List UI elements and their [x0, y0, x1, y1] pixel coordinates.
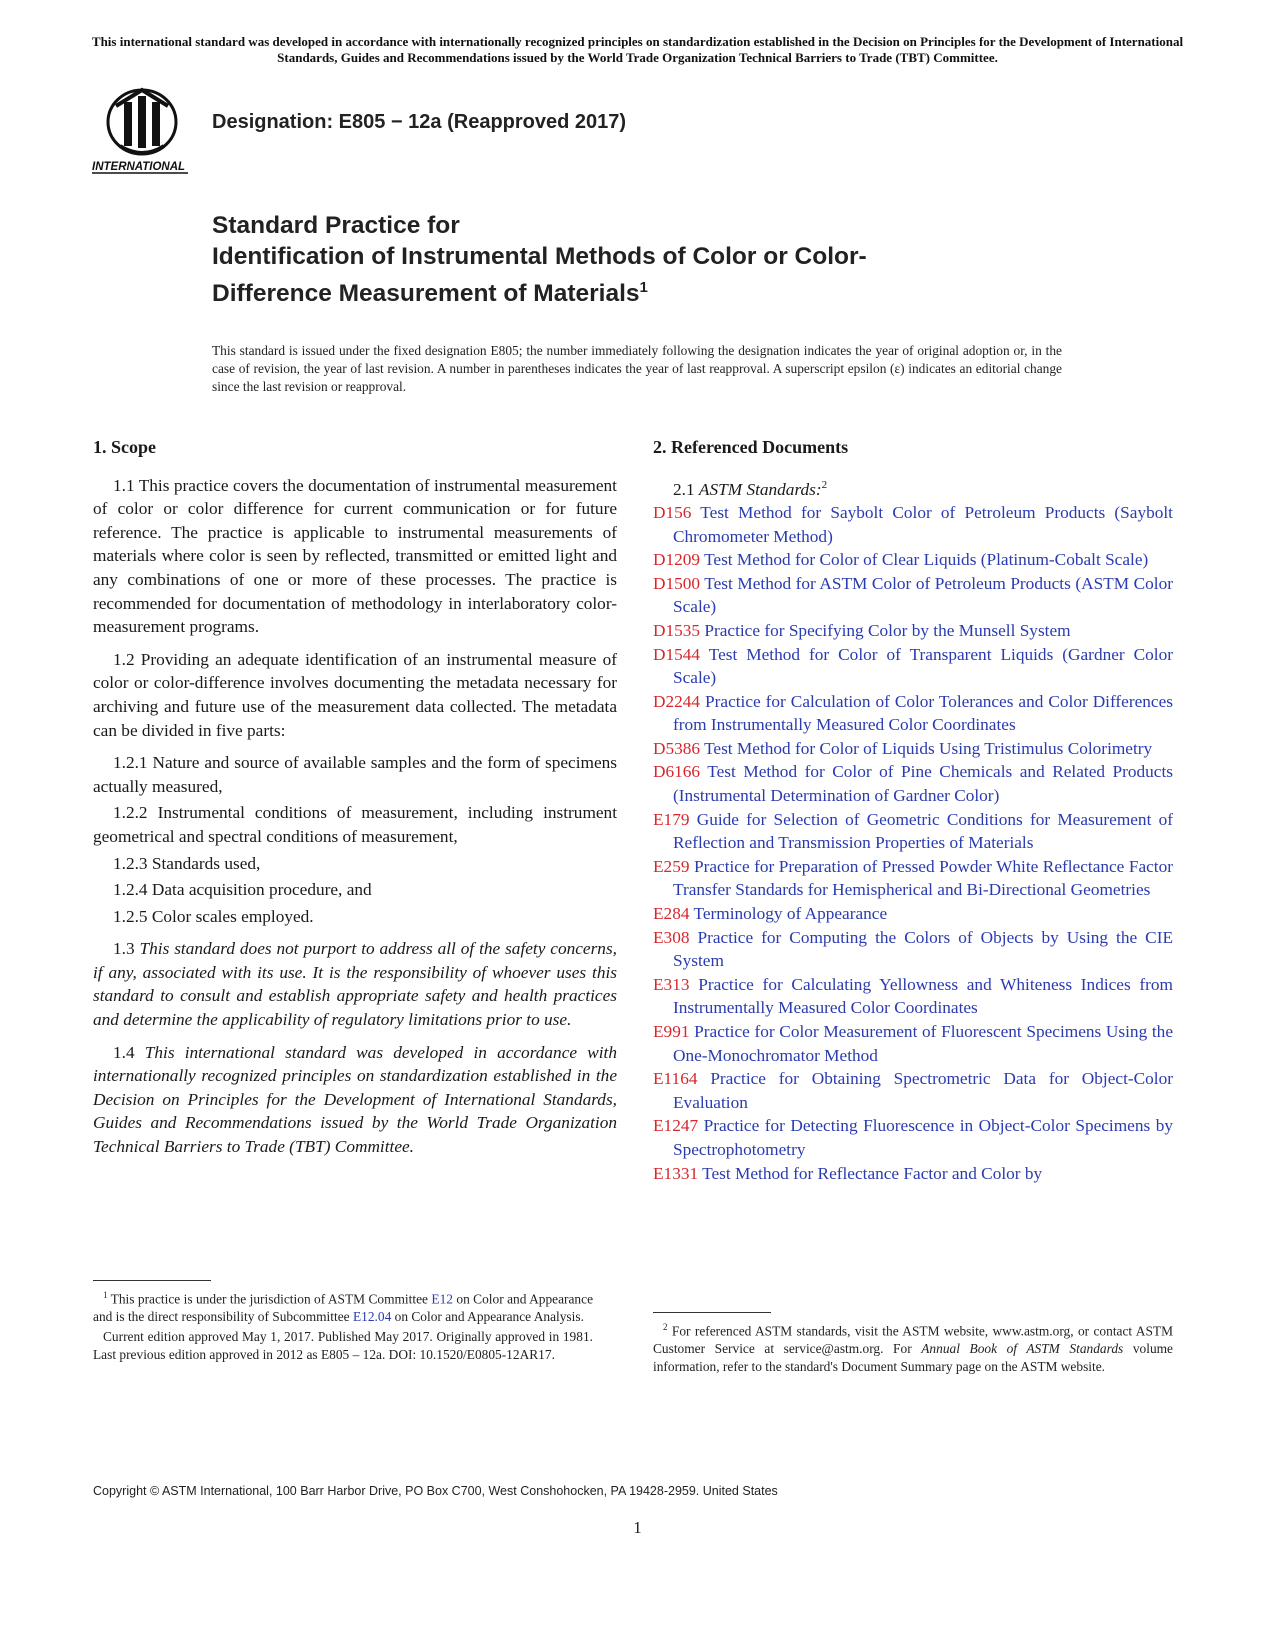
reference-title-link[interactable]: Practice for Detecting Fluorescence in Object-Color Specimens by Spectrophotometry	[673, 1116, 1173, 1159]
astm-standards-intro: 2.1 ASTM Standards:$^2$	[673, 478, 828, 499]
footnote-2: $^2$ For referenced ASTM standards, visit the ASTM website, www.astm.org, or contact ASTM Customer Service at service@astm.org. For Annual Book of ASTM Standards volume information, refer to the standard's Document Summary page on the ASTM website.	[653, 1322, 1173, 1375]
wto-notice: This international standard was developed in accordance with internationally recognized principles on standardization established in the Decision on Principles for the Development of International Standards, Guides and Recommendations issued by the World Trade Organization Technical Barriers to Trade (TBT) Committee.	[91, 34, 1184, 65]
para-1-2: 1.2 Providing an adequate identification of an instrumental measure of color or color-difference involves documenting the metadata necessary for archiving and future use of the measurement data collected. The metadata can be divided in five parts:	[93, 649, 617, 740]
reference-code-link[interactable]: E259	[653, 856, 690, 876]
reference-code-link[interactable]: D156	[653, 502, 692, 522]
left-column	[93, 436, 617, 1168]
para-1-2-5: 1.2.5 Color scales employed.	[113, 906, 314, 926]
reference-item	[653, 572, 1173, 619]
reference-code-link[interactable]: D6166	[653, 762, 701, 782]
reference-title-link[interactable]: Practice for Specifying Color by the Munsell System	[704, 620, 1071, 640]
reference-item	[653, 643, 1173, 690]
reference-code-link[interactable]: D5386	[653, 738, 701, 758]
reference-item	[653, 690, 1173, 737]
reference-code-link[interactable]: E308	[653, 927, 690, 947]
reference-item	[653, 926, 1173, 973]
para-1-2-2: 1.2.2 Instrumental conditions of measurement, including instrument geometrical and spectral conditions of measurement,	[93, 803, 617, 846]
reference-title-link[interactable]: Guide for Selection of Geometric Conditions for Measurement of Reflection and Transmission Properties of Materials	[673, 809, 1173, 853]
footnote-1-edition: Current edition approved May 1, 2017. Published May 2017. Originally approved in 1981. Last previous edition approved in 2012 as E805 – 12a. DOI: 10.1520/E0805-12AR17.	[93, 1329, 593, 1363]
para-1-3: 1.3 This standard does not purport to address all of the safety concerns, if any, associated with its use. It is the responsibility of whoever uses this standard to consult and establish appropriate safety and health practices and determine the applicability of regulatory limitations prior to use.	[93, 939, 617, 1030]
designation: Designation: E805 − 12a (Reapproved 2017)	[212, 111, 627, 133]
reference-code-link[interactable]: D2244	[653, 691, 701, 711]
para-1-2-1: 1.2.1 Nature and source of available samples and the form of specimens actually measured,	[93, 753, 617, 796]
scope-heading: 1. Scope	[93, 437, 156, 457]
reference-title-link[interactable]: Practice for Computing the Colors of Objects by Using the CIE System	[673, 927, 1173, 971]
title-line-1: Standard Practice for	[212, 212, 460, 239]
reference-title-link[interactable]: Test Method for ASTM Color of Petroleum Products (ASTM Color Scale)	[673, 573, 1173, 617]
reference-item	[653, 1162, 1173, 1186]
para-1-1: 1.1 This practice covers the documentation of instrumental measurement of color or color difference for current communication or for future reference. The practice is applicable to instrumental measurements of materials where color is seen by reflected, transmitted or emitted light and any combinations of one or more of these processes. The practice is recommended for documentation of methodology in interlaboratory color-measurement programs.	[93, 475, 617, 637]
reference-item	[653, 548, 1173, 572]
reference-title-link[interactable]: Test Method for Saybolt Color of Petroleum Products (Saybolt Chromometer Method)	[673, 502, 1173, 546]
reference-title-link[interactable]: Practice for Preparation of Pressed Powder White Reflectance Factor Transfer Standards for Hemispherical and Bi-Directional Geometries	[673, 856, 1173, 900]
copyright: Copyright © ASTM International, 100 Barr Harbor Drive, PO Box C700, West Conshohocken, PA 19428-2959. United States	[93, 1484, 778, 1498]
title-line-3: Difference Measurement of Materials$^1$	[212, 279, 648, 308]
right-column	[653, 436, 1173, 1185]
reference-code-link[interactable]: E1331	[653, 1163, 699, 1183]
reference-title-link[interactable]: Terminology of Appearance	[693, 904, 888, 924]
subcommittee-e12-04-link[interactable]: E12.04	[352, 1309, 392, 1325]
reference-title-link[interactable]: Test Method for Color of Transparent Liquids (Gardner Color Scale)	[673, 644, 1173, 688]
reference-code-link[interactable]: E1247	[653, 1116, 699, 1136]
referenced-heading: 2. Referenced Documents	[653, 437, 849, 457]
reference-item	[653, 760, 1173, 807]
reference-item	[653, 1114, 1173, 1161]
reference-list	[653, 501, 1173, 1185]
para-1-2-4: 1.2.4 Data acquisition procedure, and	[113, 880, 372, 900]
reference-title-link[interactable]: Test Method for Color of Pine Chemicals and Related Products (Instrumental Determination of Gardner Color)	[673, 762, 1174, 806]
reference-code-link[interactable]: D1544	[653, 644, 701, 664]
reference-code-link[interactable]: E313	[653, 974, 690, 994]
preamble: This standard is issued under the fixed designation E805; the number immediately following the designation indicates the year of original adoption or, in the case of revision, the year of last revision. A number in parentheses indicates the year of last reapproval. A superscript epsilon (ε) indicates an editorial change since the last revision or reapproval.	[212, 343, 1062, 394]
reference-code-link[interactable]: E179	[653, 809, 690, 829]
reference-code-link[interactable]: D1209	[653, 550, 701, 570]
committee-e12-link[interactable]: E12	[431, 1291, 453, 1307]
reference-title-link[interactable]: Test Method for Color of Clear Liquids (Platinum-Cobalt Scale)	[704, 550, 1149, 570]
reference-item	[653, 1067, 1173, 1114]
reference-item	[653, 973, 1173, 1020]
reference-code-link[interactable]: D1500	[653, 573, 701, 593]
title-footnote-mark: 1	[639, 279, 648, 296]
document-title	[212, 210, 1172, 309]
reference-title-link[interactable]: Test Method for Color of Liquids Using Tristimulus Colorimetry	[704, 738, 1153, 758]
reference-title-link[interactable]: Practice for Calculating Yellowness and Whiteness Indices from Instrumentally Measured Color Coordinates	[673, 974, 1173, 1018]
page-number: 1	[633, 1518, 642, 1537]
reference-title-link[interactable]: Practice for Color Measurement of Fluorescent Specimens Using the One-Monochromator Method	[673, 1022, 1173, 1065]
para-1-2-3: 1.2.3 Standards used,	[113, 853, 261, 873]
reference-title-link[interactable]: Practice for Calculation of Color Tolerances and Color Differences from Instrumentally Measured Color Coordinates	[673, 691, 1173, 735]
footnote-rule-right	[653, 1312, 771, 1313]
reference-code-link[interactable]: E284	[653, 904, 690, 924]
para-1-4: 1.4 This international standard was developed in accordance with internationally recognized principles on standardization established in the Decision on Principles for the Development of International Standards, Guides and Recommendations issued by the World Trade Organization Technical Barriers to Trade (TBT) Committee.	[93, 1042, 617, 1157]
footnote-1: $^1$ This practice is under the jurisdiction of ASTM Committee E12 on Color and Appearance and is the direct responsibility of Subcommittee E12.04 on Color and Appearance Analysis. Current edition approved May 1, 2017. Published May 2017. Originally approved in 1981. Last previous edition approved in 2012 as E805 – 12a. DOI: 10.1520/E0805-12AR17.	[93, 1290, 594, 1363]
reference-item	[653, 619, 1173, 643]
reference-title-link[interactable]: Test Method for Reflectance Factor and Color by	[702, 1163, 1043, 1183]
footnote-rule-left	[93, 1280, 211, 1281]
reference-title-link[interactable]: Practice for Obtaining Spectrometric Data for Object-Color Evaluation	[673, 1069, 1173, 1112]
reference-code-link[interactable]: E991	[653, 1022, 690, 1042]
logo-text: INTERNATIONAL	[92, 161, 186, 173]
reference-item	[653, 737, 1173, 761]
reference-code-link[interactable]: D1535	[653, 620, 701, 640]
reference-code-link[interactable]: E1164	[653, 1069, 698, 1089]
reference-item	[653, 808, 1173, 855]
astm-logo	[90, 84, 198, 176]
title-line-2: Identification of Instrumental Methods of Color or Color-	[212, 243, 867, 270]
reference-item	[653, 902, 1173, 926]
reference-item	[653, 501, 1173, 548]
reference-item	[653, 1020, 1173, 1067]
reference-item	[653, 855, 1173, 902]
